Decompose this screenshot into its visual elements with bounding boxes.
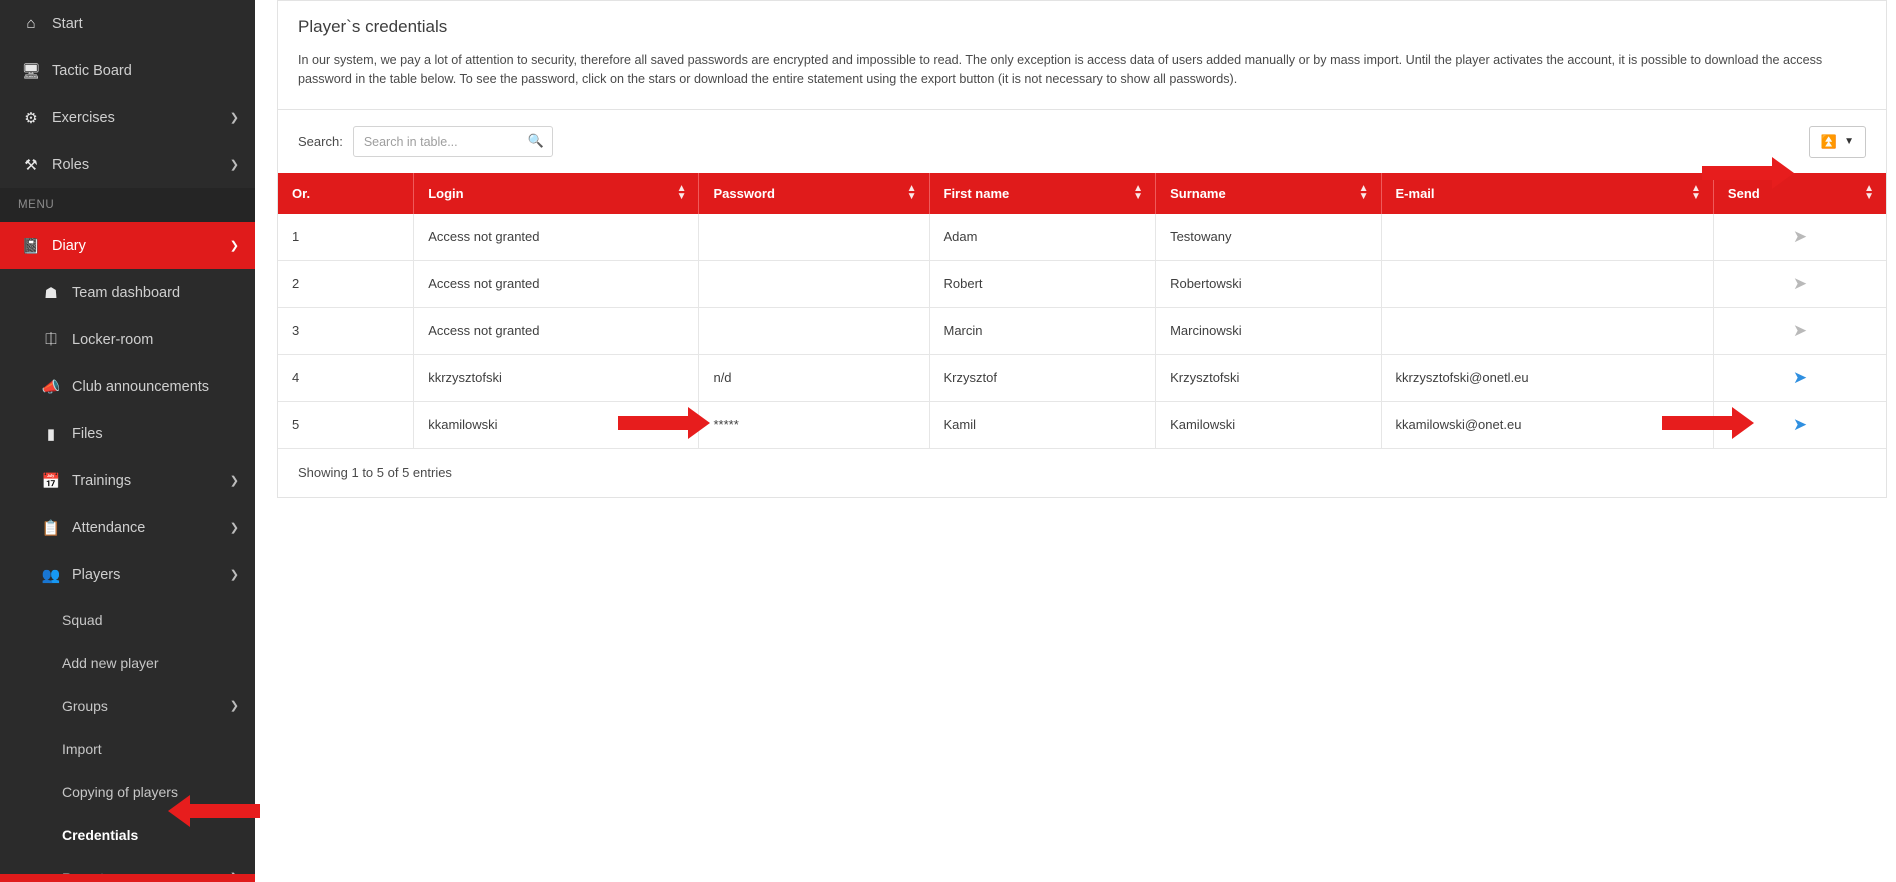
cell-surname: Robertowski	[1156, 260, 1381, 307]
roles-icon: ⚒	[24, 156, 38, 174]
cell-first-name: Krzysztof	[929, 354, 1156, 401]
diary-icon: 📓	[21, 237, 41, 255]
cell-first-name: Kamil	[929, 401, 1156, 448]
megaphone-icon: 📣	[41, 378, 61, 396]
table-row	[278, 214, 1886, 261]
cell-password[interactable]	[699, 260, 929, 307]
cell-login: Access not granted	[414, 307, 699, 354]
sidebar-item-label: Attendance	[72, 519, 146, 536]
sidebar-item-files[interactable]	[0, 410, 255, 457]
table-header	[278, 173, 1886, 214]
cell-email: kkamilowski@onet.eu	[1381, 401, 1713, 448]
column-header-send[interactable]	[1713, 173, 1886, 214]
sidebar	[0, 0, 255, 882]
cell-email	[1381, 307, 1713, 354]
search-box[interactable]	[353, 126, 553, 157]
sort-icon: ▲ ▼	[1864, 183, 1874, 203]
sidebar-item-label: Files	[72, 425, 103, 442]
search-icon: 🔍	[527, 133, 544, 149]
sidebar-item-label: Credentials	[62, 826, 139, 843]
sidebar-item-label: Diary	[52, 237, 86, 254]
send-icon[interactable]: ➤	[1792, 226, 1808, 246]
cell-surname: Marcinowski	[1156, 307, 1381, 354]
search-area	[298, 126, 553, 157]
home-icon: ⌂	[26, 15, 36, 32]
cell-or: 2	[278, 260, 414, 307]
sidebar-item-roles[interactable]	[0, 141, 255, 188]
cell-password[interactable]	[699, 214, 929, 261]
column-header-surname[interactable]	[1156, 173, 1381, 214]
cell-first-name: Adam	[929, 214, 1156, 261]
cell-login: kkrzysztofski	[414, 354, 699, 401]
table-info: Showing 1 to 5 of 5 entries	[298, 464, 452, 480]
column-header-login[interactable]	[414, 173, 699, 214]
sidebar-bottom-accent-bar	[0, 874, 255, 882]
sort-icon: ▲ ▼	[1691, 183, 1701, 203]
table-header-row	[278, 173, 1886, 214]
cell-first-name: Robert	[929, 260, 1156, 307]
cell-first-name: Marcin	[929, 307, 1156, 354]
export-button[interactable]	[1809, 126, 1866, 158]
sidebar-item-attendance[interactable]	[0, 504, 255, 551]
cell-or: 1	[278, 214, 414, 261]
cell-or: 4	[278, 354, 414, 401]
sidebar-item-label: Import	[62, 740, 102, 757]
cell-email: kkrzysztofski@onetl.eu	[1381, 354, 1713, 401]
table-toolbar	[278, 110, 1886, 173]
sidebar-item-label: Squad	[62, 611, 103, 628]
sort-icon: ▲ ▼	[1358, 183, 1369, 203]
chevron-right-icon: ❯	[229, 475, 239, 487]
sidebar-item-locker-room[interactable]	[0, 316, 255, 363]
export-icon: ⏫	[1820, 133, 1838, 149]
cell-password[interactable]: *****	[699, 401, 929, 448]
cell-password[interactable]: n/d	[699, 354, 929, 401]
sidebar-item-tactic-board[interactable]	[0, 47, 255, 94]
cell-surname: Krzysztofski	[1156, 354, 1381, 401]
column-label: E-mail	[1395, 185, 1435, 201]
sidebar-item-players[interactable]	[0, 551, 255, 598]
chevron-down-icon: ❯	[229, 569, 239, 581]
cell-email	[1381, 214, 1713, 261]
cell-surname: Testowany	[1156, 214, 1381, 261]
cell-email	[1381, 260, 1713, 307]
sidebar-item-label: Players	[72, 566, 121, 583]
chevron-right-icon: ❯	[229, 700, 239, 712]
cell-surname: Kamilowski	[1156, 401, 1381, 448]
dashboard-icon: ☗	[44, 284, 58, 302]
column-label: Surname	[1170, 185, 1226, 201]
sidebar-item-label: Team dashboard	[72, 284, 181, 301]
sidebar-item-label: Club announcements	[72, 378, 210, 395]
column-header-password[interactable]	[699, 173, 929, 214]
files-icon: ▮	[46, 425, 56, 443]
chevron-down-icon: ❯	[229, 240, 239, 252]
sidebar-item-add-new-player[interactable]	[0, 641, 255, 684]
column-label: First name	[943, 185, 1010, 201]
cell-or: 3	[278, 307, 414, 354]
column-header-first-name[interactable]	[929, 173, 1156, 214]
sidebar-item-label: Trainings	[72, 472, 132, 489]
sidebar-item-start[interactable]	[0, 0, 255, 47]
table-row	[278, 307, 1886, 354]
sidebar-item-label: Tactic Board	[52, 62, 132, 79]
search-label: Search:	[298, 134, 343, 150]
sidebar-item-diary[interactable]	[0, 222, 255, 269]
send-icon[interactable]: ➤	[1792, 414, 1808, 434]
page-title: Player`s credentials	[298, 17, 448, 36]
column-label: Login	[428, 185, 464, 201]
cell-or: 5	[278, 401, 414, 448]
chevron-right-icon: ❯	[229, 159, 239, 171]
sidebar-item-label: Copying of players	[62, 783, 178, 800]
chevron-down-icon: ▼	[1844, 136, 1854, 148]
sidebar-item-team-dashboard[interactable]	[0, 269, 255, 316]
main-content	[255, 0, 1896, 882]
cell-send[interactable]	[1713, 307, 1886, 354]
chevron-right-icon: ❯	[229, 522, 239, 534]
sidebar-item-label: Start	[52, 15, 83, 32]
sort-icon: ▲ ▼	[676, 183, 687, 203]
board-icon: 🖥	[21, 62, 41, 80]
table-row	[278, 401, 1886, 448]
table-row	[278, 260, 1886, 307]
cell-send[interactable]	[1713, 354, 1886, 401]
sidebar-item-label: Add new player	[62, 654, 159, 671]
column-header-email[interactable]	[1381, 173, 1713, 214]
credentials-table	[278, 173, 1886, 449]
credentials-panel	[277, 0, 1887, 498]
sidebar-item-club-announcements[interactable]	[0, 363, 255, 410]
cell-login: kkamilowski	[414, 401, 699, 448]
sidebar-item-label: Groups	[62, 697, 108, 714]
cell-password[interactable]	[699, 307, 929, 354]
search-input[interactable]	[353, 126, 553, 157]
calendar-icon: 📅	[41, 472, 61, 490]
sort-icon: ▲ ▼	[1133, 183, 1144, 203]
panel-header	[278, 1, 1886, 109]
sidebar-section-menu: MENU	[0, 188, 255, 222]
sidebar-item-exercises[interactable]	[0, 94, 255, 141]
sidebar-item-label: Roles	[52, 156, 90, 173]
sidebar-item-import[interactable]	[0, 727, 255, 770]
send-icon[interactable]: ➤	[1792, 367, 1808, 387]
attendance-icon: 📋	[41, 519, 61, 537]
sidebar-item-squad[interactable]	[0, 598, 255, 641]
send-icon[interactable]: ➤	[1792, 273, 1808, 293]
column-label: Password	[713, 185, 775, 201]
table-row	[278, 354, 1886, 401]
cell-send[interactable]	[1713, 214, 1886, 261]
sort-icon: ▲ ▼	[906, 183, 917, 203]
players-icon: 👥	[41, 566, 61, 584]
sidebar-item-groups[interactable]	[0, 684, 255, 727]
sidebar-item-label: Exercises	[52, 109, 115, 126]
column-header-or[interactable]	[278, 173, 414, 214]
cell-login: Access not granted	[414, 260, 699, 307]
sidebar-item-copying-of-players[interactable]	[0, 770, 255, 813]
column-label: Send	[1727, 185, 1760, 201]
sidebar-item-label: Locker-room	[72, 331, 154, 348]
chevron-right-icon: ❯	[229, 112, 239, 124]
sidebar-item-credentials[interactable]	[0, 813, 255, 856]
column-label: Or.	[292, 185, 311, 201]
locker-icon: ⎅	[44, 331, 57, 348]
exercises-icon: ⚙	[24, 109, 38, 127]
table-body	[278, 214, 1886, 449]
cell-login: Access not granted	[414, 214, 699, 261]
sidebar-item-trainings[interactable]	[0, 457, 255, 504]
cell-send[interactable]	[1713, 401, 1886, 448]
cell-send[interactable]	[1713, 260, 1886, 307]
send-icon[interactable]: ➤	[1792, 320, 1808, 340]
panel-description: In our system, we pay a lot of attention to security, therefore all saved passwords are encrypted and impossible to read. The only exception is access data of users added manually or by mass import. Until the player activates the account, it is possible to download the access password in the table below. To see the password, click on the stars or download the entire statement using the export button (it is not necessary to show all passwords).	[298, 53, 1823, 86]
